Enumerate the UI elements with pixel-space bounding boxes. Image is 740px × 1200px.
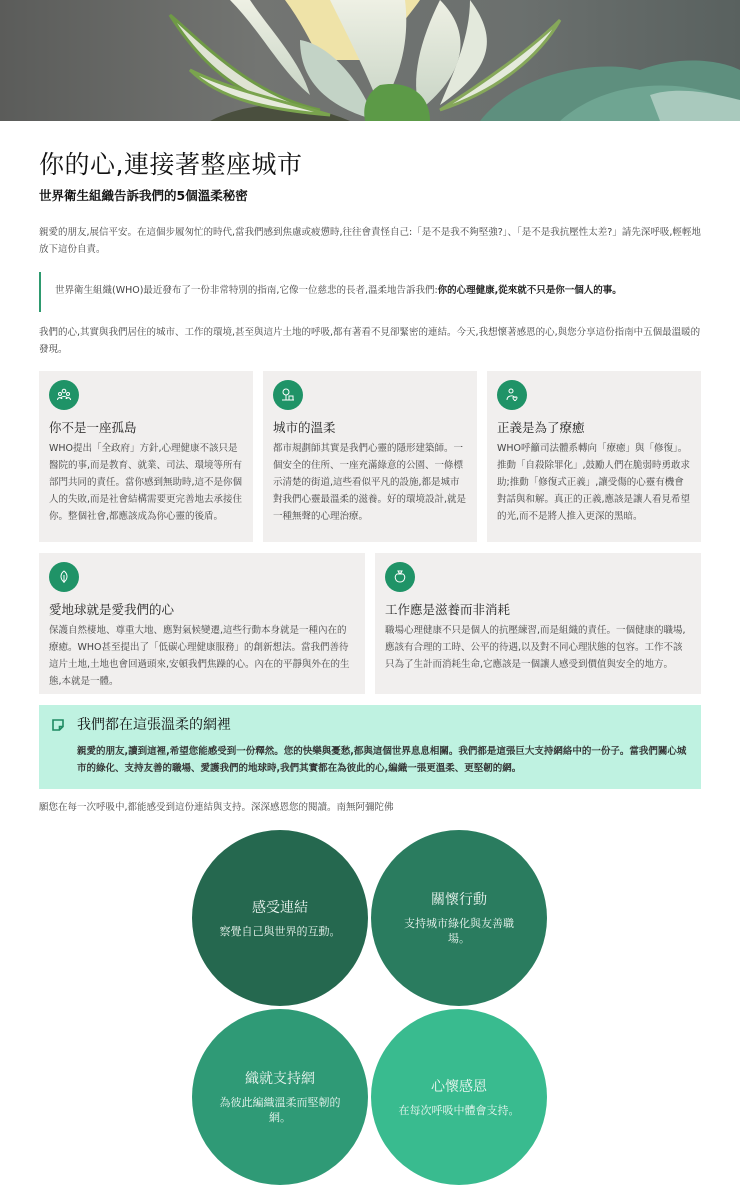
- circle-feel-connection: [192, 830, 368, 1006]
- card-text: 都市規劃師其實是我們心靈的隱形建築師。一個安全的住所、一座充滿綠意的公園、一條標示清楚的街道,這些看似平凡的設施,都是城市對我們心靈最溫柔的滋養。好的環境設計,就是一種無聲的心理治療。: [273, 443, 467, 522]
- summary-callout: [39, 705, 701, 789]
- card-text: WHO呼籲司法體系轉向「療癒」與「修復」。推動「自殺除罪化」,鼓勵人們在脆弱時勇敢求助;推動「修復式正義」,讓受傷的心靈有機會對話與和解。真正的正義,應該是讓人看見希望的光,而不是將人推入更深的黑暗。: [497, 443, 691, 522]
- card-city-gentleness: [263, 371, 477, 542]
- card-text: 職場心理健康不只是個人的抗壓練習,而是組織的責任。一個健康的職場,應該有合理的工時、公平的待遇,以及對不同心理狀態的包容。工作不該只為了生計而消耗生命,它應該是一個讓人感受到價值與安全的地方。: [385, 625, 686, 670]
- lotus-illustration: [0, 0, 740, 121]
- card-badge: [49, 380, 79, 410]
- card-justice-healing: [487, 371, 701, 542]
- circle-title: 感受連結: [252, 899, 308, 916]
- circle-text: 為彼此編織溫柔而堅韌的網。: [219, 1096, 341, 1124]
- hero-image: [0, 0, 740, 121]
- closing-blessing: 願您在每一次呼吸中,都能感受到這份連結與支持。深深感恩您的閱讀。南無阿彌陀佛: [39, 802, 394, 813]
- card-title: 正義是為了療癒: [497, 420, 585, 435]
- card-work-nourish: [375, 553, 701, 694]
- card-badge: [273, 380, 303, 410]
- circle-gratitude: [371, 1009, 547, 1185]
- connection-paragraph: 我們的心,其實與我們居住的城市、工作的環境,甚至與這片土地的呼吸,都有著看不見卻緊密的連結。今天,我想懷著感恩的心,與您分享這份指南中五個最溫暖的發現。: [39, 327, 701, 355]
- card-title: 城市的溫柔: [273, 420, 336, 435]
- card-badge: [385, 562, 415, 592]
- callout-header: [51, 715, 689, 735]
- note-icon: [51, 718, 65, 732]
- callout-title: 我們都在這張溫柔的網裡: [77, 717, 231, 733]
- card-badge: [49, 562, 79, 592]
- callout-text: 親愛的朋友,讀到這裡,希望您能感受到一份釋然。您的快樂與憂愁,都與這個世界息息相關。我們都是這張巨大支持網絡中的一份子。當我們關心城市的綠化、支持友善的職場、愛護我們的地球時,我們其實都在為彼此的心,編織一張更溫柔、更堅韌的網。: [77, 746, 687, 774]
- circle-title: 心懷感恩: [431, 1078, 487, 1095]
- card-title: 工作應是滋養而非消耗: [385, 602, 511, 617]
- circle-caring-action: [371, 830, 547, 1006]
- circle-text: 在每次呼吸中體會支持。: [398, 1103, 520, 1117]
- circle-text: 支持城市綠化與友善職場。: [404, 917, 514, 945]
- card-badge: [497, 380, 527, 410]
- card-text: 保護自然棲地、尊重大地、應對氣候變遷,這些行動本身就是一種內在的療癒。WHO甚至提出了「低碳心理健康服務」的創新想法。當我們善待這片土地,土地也會回過頭來,安頓我們焦躁的心。內在的平靜與外在的生態,本就是一體。: [49, 625, 350, 687]
- circle-weave-network: [192, 1009, 368, 1185]
- cards-row-2: [39, 553, 701, 694]
- page-subtitle: 世界衛生組織告訴我們的5個溫柔秘密: [39, 188, 248, 203]
- person-heart-icon: [504, 387, 520, 403]
- card-love-earth: [39, 553, 365, 694]
- circle-title: 織就支持網: [245, 1071, 315, 1087]
- card-title: 你不是一座孤島: [49, 420, 137, 435]
- who-quote: [39, 272, 701, 312]
- cards-row-1: [39, 371, 701, 542]
- intro-paragraph: 親愛的朋友,展信平安。在這個步履匆忙的時代,當我們感到焦慮或疲憊時,往往會責怪自己:「是不是我不夠堅強?」、「是不是我抗壓性太差?」請先深呼吸,輕輕地放下這份自責。: [39, 227, 701, 255]
- tree-house-icon: [280, 387, 296, 403]
- card-not-an-island: [39, 371, 253, 542]
- people-group-icon: [56, 387, 72, 403]
- action-circles: [0, 830, 740, 1200]
- quote-text: 世界衛生組織(WHO)最近發布了一份非常特別的指南,它像一位慈悲的長者,溫柔地告訴我們:: [55, 285, 438, 296]
- card-title: 愛地球就是愛我們的心: [49, 602, 175, 617]
- page-title: 你的心,連接著整座城市: [39, 150, 303, 179]
- quote-emphasis: 你的心理健康,從來就不只是你一個人的事。: [437, 285, 622, 296]
- card-text: WHO提出「全政府」方針,心理健康不該只是醫院的事,而是教育、就業、司法、環境等所有部門共同的責任。當你感到無助時,這不是你個人的失敗,而是社會結構需要更完善地去承接住你。整個社會,都應該成為你心靈的後盾。: [49, 443, 243, 522]
- circle-text: 察覺自己與世界的互動。: [219, 924, 341, 938]
- leaf-icon: [56, 569, 72, 585]
- circle-title: 關懷行動: [431, 892, 487, 908]
- bag-icon: [392, 569, 408, 585]
